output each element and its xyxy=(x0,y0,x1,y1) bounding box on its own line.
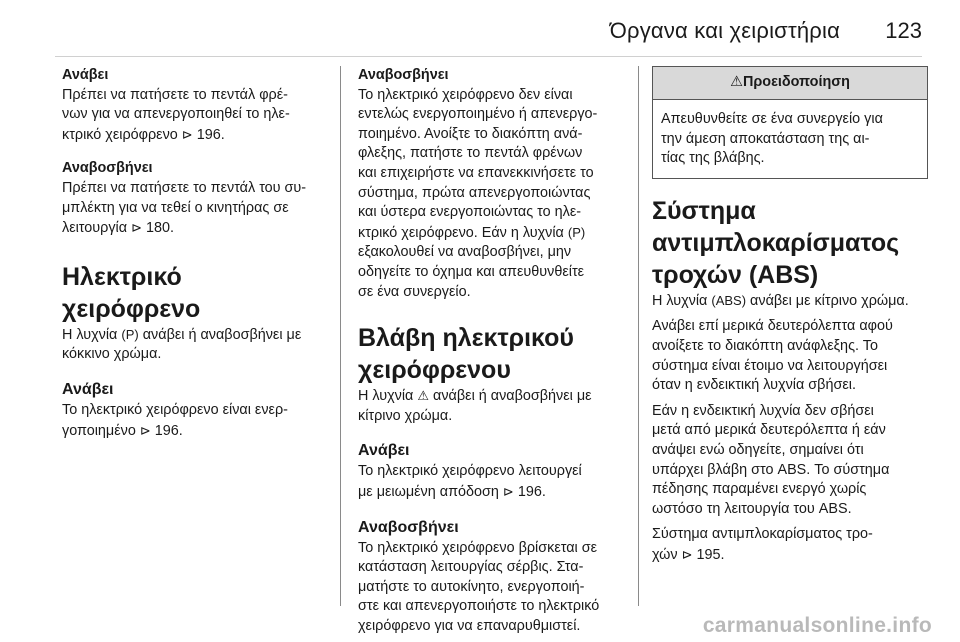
abs-icon: (ABS) xyxy=(711,292,747,308)
header-title: Όργανα και χειριστήρια xyxy=(609,18,840,43)
warning-icon: ⚠ xyxy=(730,74,744,91)
paragraph: Ανάβει επί μερικά δευτερόλεπτα αφού ανοίξετε το διακόπτη ανάφλεξης. Το σύστημα είναι έτοιμο να λειτουργήσει όταν η ενδεικτική λυχνία σβήσει. xyxy=(652,318,893,394)
page-reference-link[interactable]: 195. xyxy=(696,546,725,563)
ref-arrow-icon: ⊳ xyxy=(181,126,193,142)
subheading-lights-up: Ανάβει xyxy=(62,67,109,83)
page-reference-link[interactable]: 196. xyxy=(196,126,225,143)
ref-arrow-icon: ⊳ xyxy=(139,422,151,438)
parking-brake-icon: (P) xyxy=(567,224,586,240)
paragraph: Το ηλεκτρικό χειρόφρενο δεν είναι εντελώς ενεργοποιημένο ή απενεργο- ποιημένο. Ανοίξτε το διακόπτη ανά- φλεξης, πατήστε το πεντάλ φρένων και επιχειρήστε να επανεκκινήσετε το σύστημα, πρώτα απενεργοποιώντας και ύστερα ενεργοποιώντας το ηλε- κτρικό χειρόφρενο. Εάν η λυχνία (P) εξακολουθεί να αναβοσβήνει, μην οδηγείτε το όχημα και απευθυνθείτε σε ένα συνεργείο. xyxy=(358,86,598,300)
parking-brake-icon: (P) xyxy=(121,326,139,342)
paragraph: Το ηλεκτρικό χειρόφρενο είναι ενερ- γοποιημένο ⊳ 196. xyxy=(62,401,288,439)
warning-header xyxy=(653,67,927,100)
paragraph: Το ηλεκτρικό χειρόφρενο λειτουργεί με μειωμένη απόδοση ⊳ 196. xyxy=(358,463,582,500)
paragraph: Πρέπει να πατήσετε το πεντάλ του συ- μπλέκτη για να τεθεί ο κινητήρας σε λειτουργία ⊳ 180. xyxy=(62,179,307,237)
subheading-lights-up: Ανάβει xyxy=(62,380,114,398)
subheading-flashes: Αναβοσβήνει xyxy=(62,160,153,177)
paragraph: Σύστημα αντιμπλοκαρίσματος τρο- χών ⊳ 195. xyxy=(652,526,873,563)
section-title-electric-parking-brake: Ηλεκτρικό χειρόφρενο xyxy=(62,262,201,323)
ref-arrow-icon: ⊳ xyxy=(502,483,514,499)
page-header xyxy=(0,0,960,56)
page-reference-link[interactable]: 196. xyxy=(517,483,546,500)
section-title-parking-brake-fault: Βλάβη ηλεκτρικού χειρόφρενου xyxy=(358,324,574,385)
column-3 xyxy=(652,66,928,566)
page-reference-link[interactable]: 196. xyxy=(154,422,183,439)
warning-box xyxy=(652,66,928,179)
section-title-abs: Σύστημα αντιμπλοκαρίσματος τροχών (ABS) xyxy=(652,196,900,289)
column-1 xyxy=(62,66,324,441)
paragraph: Η λυχνία (P) ανάβει ή αναβοσβήνει με κόκκινο χρώμα. xyxy=(62,326,302,363)
column-2 xyxy=(358,66,624,636)
page-number: 123 xyxy=(885,18,922,43)
column-divider-left xyxy=(340,66,341,606)
subheading-flashes: Αναβοσβήνει xyxy=(358,67,449,83)
header-divider xyxy=(55,56,922,57)
warning-body: Απευθυνθείτε σε ένα συνεργείο για την άμεση αποκατάσταση της αι- τίας της βλάβης. xyxy=(661,111,883,167)
parking-brake-fault-icon: ⚠ xyxy=(417,388,430,404)
paragraph: Το ηλεκτρικό χειρόφρενο βρίσκεται σε κατάσταση λειτουργίας σέρβις. Στα- ματήστε το αυτοκίνητο, ενεργοποιή- στε και απενεργοποιήστε το ηλεκτρικό χειρόφρενο για να επαναρυθμιστεί. xyxy=(358,539,600,634)
ref-arrow-icon: ⊳ xyxy=(681,546,693,562)
ref-arrow-icon: ⊳ xyxy=(131,220,142,236)
paragraph: Η λυχνία ⚠ ανάβει ή αναβοσβήνει με κίτρινο χρώμα. xyxy=(358,388,592,424)
paragraph: Πρέπει να πατήσετε το πεντάλ φρέ- νων για να απενεργοποιηθεί το ηλε- κτρικό χειρόφρενο ⊳ 196. xyxy=(62,86,290,143)
subheading-lights-up: Ανάβει xyxy=(358,442,410,460)
column-divider-right xyxy=(638,66,639,606)
page-reference-link[interactable]: 180. xyxy=(145,220,174,237)
watermark: carmanualsonline.info xyxy=(702,614,932,637)
paragraph: Εάν η ενδεικτική λυχνία δεν σβήσει μετά από μερικά δευτερόλεπτα ή εάν ανάψει ενώ οδηγείτε, σημαίνει ότι υπάρχει βλάβη στο ABS. Το σύστημα πέδησης παραμένει ενεργό χωρίς ωστόσο τη λειτουργία του ABS. xyxy=(652,402,890,517)
paragraph: Η λυχνία (ABS) ανάβει με κίτρινο χρώμα. xyxy=(652,292,909,309)
subheading-flashes: Αναβοσβήνει xyxy=(358,518,459,536)
warning-title: Προειδοποίηση xyxy=(743,74,850,91)
